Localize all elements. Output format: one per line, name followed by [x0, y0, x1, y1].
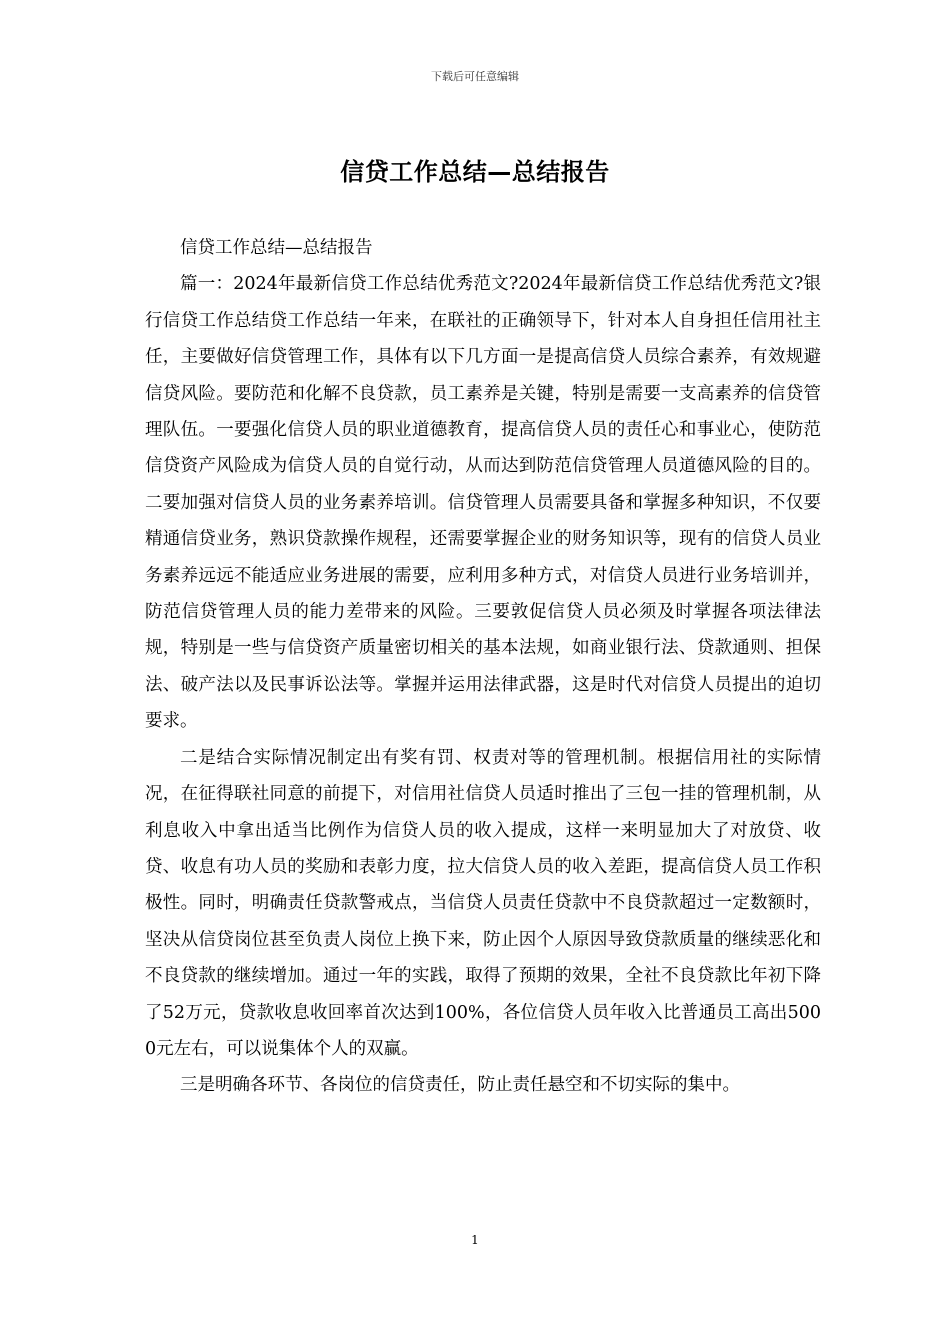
document-body	[145, 230, 821, 1104]
paragraph-part-three: 三是明确各环节、各岗位的信贷责任，防止责任悬空和不切实际的集中。	[180, 1075, 740, 1096]
paragraph-subtitle: 信贷工作总结—总结报告	[180, 238, 373, 258]
page-number: 1	[471, 1233, 479, 1247]
paragraph-part-two: 二是结合实际情况制定出有奖有罚、权责对等的管理机制。根据信用社的实际情况，在征得联社同意的前提下，对信用社信贷人员适时推出了三包一挂的管理机制，从利息收入中拿出适当比例作为信贷人员的收入提成，这样一来明显加大了对放贷、收贷、收息有功人员的奖励和表彰力度，拉大信贷人员的收入差距，提高信贷人员工作积极性。同时，明确责任贷款警戒点，当信贷人员责任贷款中不良贷款超过一定数额时，坚决从信贷岗位甚至负责人岗位上换下来，防止因个人原因导致贷款质量的继续恶化和不良贷款的继续增加。通过一年的实践，取得了预期的效果，全社不良贷款比年初下降了52万元，贷款收息收回率首次达到100%，各位信贷人员年收入比普通员工高出5000元左右，可以说集体个人的双赢。	[145, 747, 821, 1059]
paragraph-part-one: 篇一：2024年最新信贷工作总结优秀范文?2024年最新信贷工作总结优秀范文?银行信贷工作总结贷工作总结一年来，在联社的正确领导下，针对本人自身担任信用社主任，主要做好信贷管理工作，具体有以下几方面一是提高信贷人员综合素养，有效规避信贷风险。要防范和化解不良贷款，员工素养是关键，特别是需要一支高素养的信贷管理队伍。一要强化信贷人员的职业道德教育，提高信贷人员的责任心和事业心，使防范信贷资产风险成为信贷人员的自觉行动，从而达到防范信贷管理人员道德风险的目的。二要加强对信贷人员的业务素养培训。信贷管理人员需要具备和掌握多种知识，不仅要精通信贷业务，熟识贷款操作规程，还需要掌握企业的财务知识等，现有的信贷人员业务素养远远不能适应业务进展的需要，应利用多种方式，对信贷人员进行业务培训并，防范信贷管理人员的能力差带来的风险。三要敦促信贷人员必须及时掌握各项法律法规，特别是一些与信贷资产质量密切相关的基本法规，如商业银行法、贷款通则、担保法、破产法以及民事诉讼法等。掌握并运用法律武器，这是时代对信贷人员提出的迫切要求。	[145, 274, 821, 732]
page-header-note: 下载后可任意编辑	[431, 70, 519, 83]
document-title: 信贷工作总结—总结报告	[340, 158, 610, 186]
